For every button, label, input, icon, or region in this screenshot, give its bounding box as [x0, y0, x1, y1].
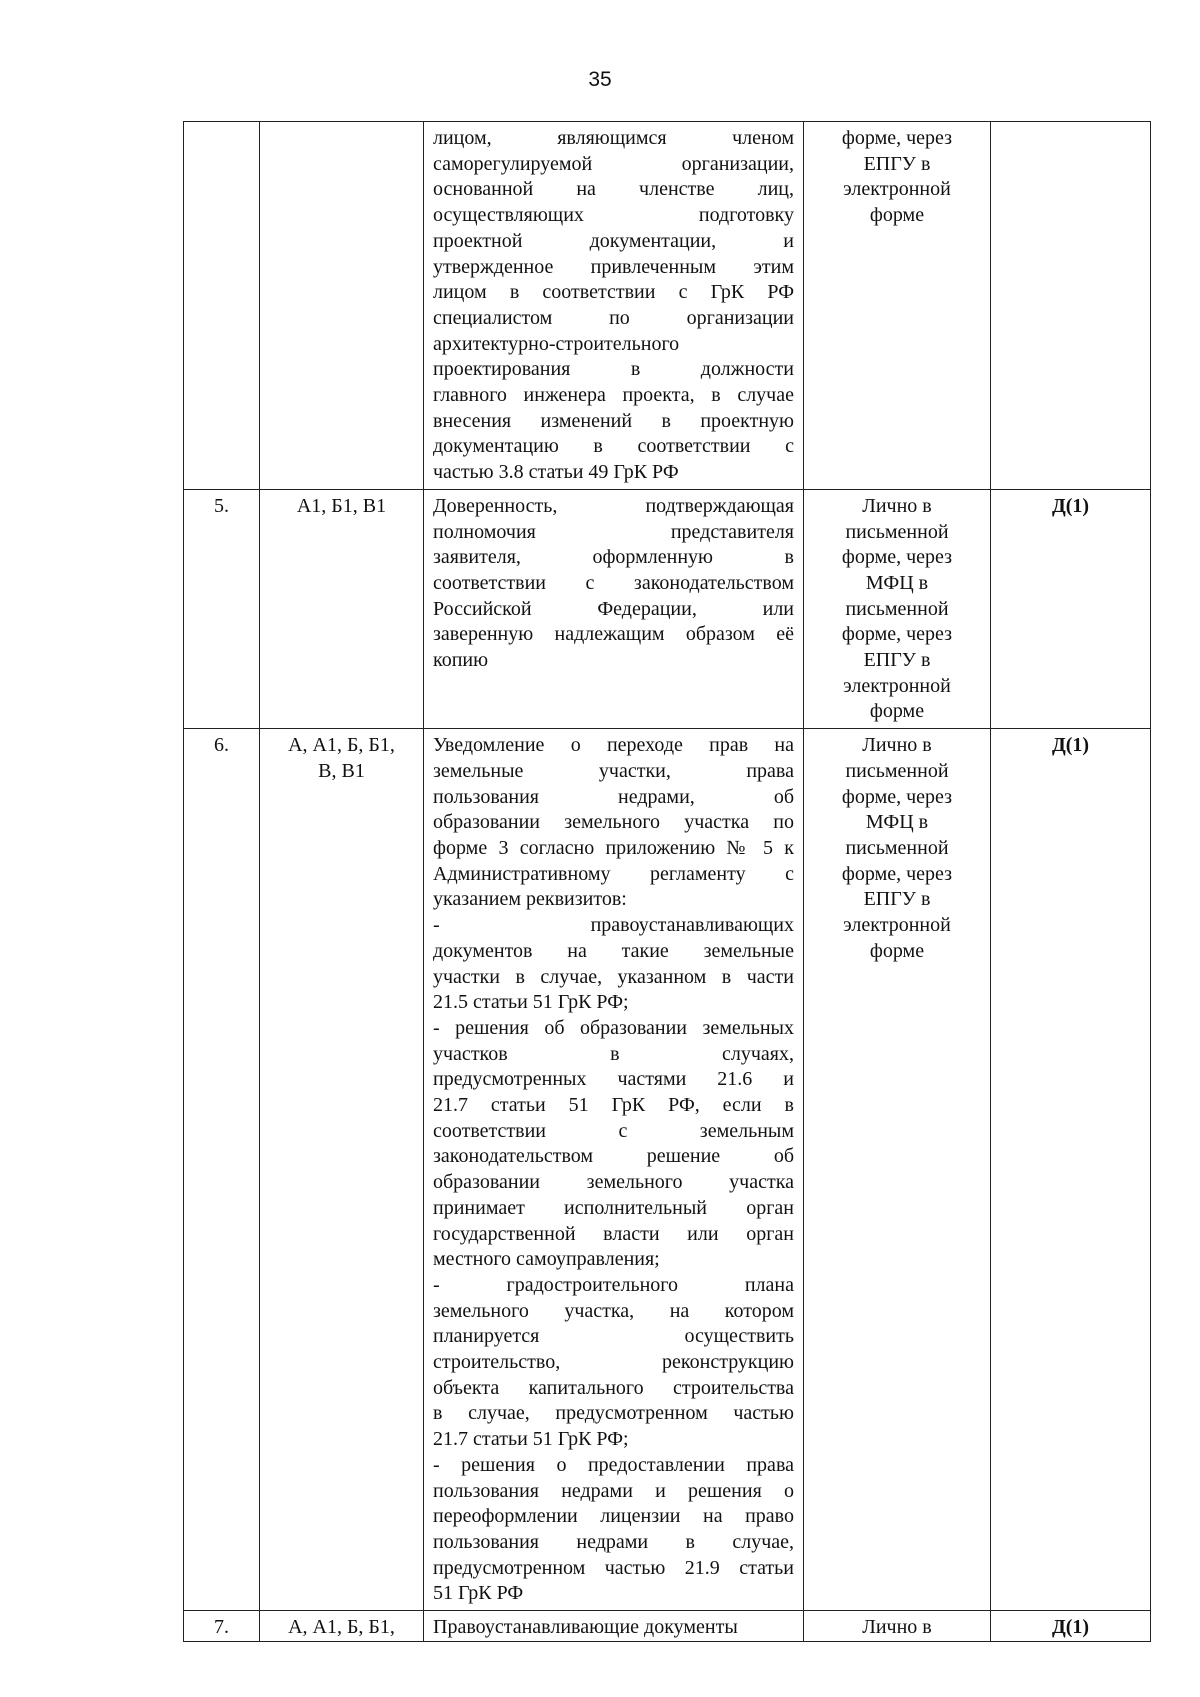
document-line: - правоустанавливающих: [433, 914, 794, 937]
document-line: лицом в соответствии с ГрК РФ: [433, 281, 794, 304]
document-line: 21.5 статьи 51 ГрК РФ;: [433, 991, 629, 1014]
submission-method-line: письменной: [845, 759, 949, 782]
submission-method-line: Лично в: [862, 1616, 932, 1639]
document-line: пользования недрами в случае,: [433, 1530, 794, 1553]
document-line: объекта капитального строительства: [433, 1376, 794, 1399]
submission-method-line: Лично в: [862, 734, 932, 757]
categories-cell: [260, 122, 424, 490]
submission-method-line: форме: [869, 204, 925, 227]
category-line: А, А1, Б, Б1,: [288, 734, 395, 757]
categories-cell: [260, 729, 424, 1611]
document-cell: [424, 489, 804, 728]
document-line: соответствии с земельным: [433, 1119, 794, 1142]
categories-cell: [260, 489, 424, 728]
document-line: Уведомление о переходе прав на: [433, 734, 794, 757]
document-cell: [424, 1611, 804, 1642]
submission-method-line: письменной: [845, 836, 949, 859]
document-line: пользования недрами, об: [433, 785, 794, 808]
document-line: Административному регламенту с: [433, 862, 794, 885]
document-line: внесения изменений в проектную: [433, 409, 794, 432]
row-number: 5.: [214, 494, 229, 517]
document-line: участков в случаях,: [433, 1042, 794, 1065]
document-line: участки в случае, указанном в части: [433, 965, 794, 988]
table-row: [184, 729, 1151, 1611]
document-line: проектирования в должности: [433, 358, 794, 381]
document-line: архитектурно-строительного: [433, 332, 680, 355]
document-line: Российской Федерации, или: [433, 597, 794, 620]
submission-method-line: электронной: [843, 914, 951, 937]
document-line: земельного участка, на котором: [433, 1299, 794, 1322]
submission-method-line: ЕПГУ в: [863, 649, 931, 672]
document-line: саморегулируемой организации,: [433, 152, 794, 175]
submission-method-line: форме, через: [841, 623, 953, 646]
document-line: лицом, являющимся членом: [433, 127, 794, 149]
document-line: Правоустанавливающие документы: [433, 1616, 738, 1639]
document-line: специалистом по организации: [433, 306, 794, 329]
document-line: форме 3 согласно приложению № 5 к: [433, 836, 794, 859]
submission-method-line: электронной: [843, 674, 951, 697]
document-line: указанием реквизитов:: [433, 888, 627, 911]
document-line: предусмотренном частью 21.9 статьи: [433, 1556, 794, 1579]
document-line: строительство, реконструкцию: [433, 1351, 794, 1374]
document-code-cell: [991, 122, 1151, 490]
document-line: земельные участки, права: [433, 759, 794, 782]
document-line: образовании земельного участка: [433, 1171, 794, 1194]
document-line: частью 3.8 статьи 49 ГрК РФ: [433, 461, 679, 484]
document-line: документов на такие земельные: [433, 939, 794, 962]
document-line: соответствии с законодательством: [433, 571, 794, 594]
row-number-cell: [184, 489, 260, 728]
document-line: 21.7 статьи 51 ГрК РФ;: [433, 1428, 629, 1451]
document-line: местного самоуправления;: [433, 1248, 660, 1271]
submission-method-line: форме: [869, 700, 925, 723]
document-line: переоформлении лицензии на право: [433, 1505, 794, 1528]
row-number: 7.: [214, 1616, 229, 1639]
category-line: А1, Б1, В1: [296, 494, 387, 517]
row-number: 6.: [214, 734, 229, 757]
document-line: - решения об образовании земельных: [433, 1016, 794, 1039]
document-line: предусмотренных частями 21.6 и: [433, 1068, 794, 1091]
submission-method-line: письменной: [845, 597, 949, 620]
submission-method-line: электронной: [843, 178, 951, 201]
document-line: 21.7 статьи 51 ГрК РФ, если в: [433, 1094, 794, 1117]
document-line: - градостроительного плана: [433, 1273, 794, 1296]
page-number: 35: [588, 68, 612, 91]
table-row: [184, 1611, 1151, 1642]
document-line: законодательством решение об: [433, 1145, 794, 1168]
submission-method-line: Лично в: [862, 494, 932, 517]
document-code: Д(1): [1051, 1616, 1090, 1639]
document-line: 51 ГрК РФ: [433, 1582, 524, 1605]
submission-method-cell: [804, 1611, 991, 1642]
submission-method-line: форме, через: [841, 785, 953, 808]
document-line: - решения о предоставлении права: [433, 1453, 794, 1476]
submission-method-line: форме, через: [841, 127, 953, 149]
document-line: образовании земельного участка по: [433, 811, 794, 834]
document-line: копию: [433, 649, 489, 672]
document-code: Д(1): [1051, 494, 1090, 517]
document-line: главного инженера проекта, в случае: [433, 384, 794, 407]
document-line: планируется осуществить: [433, 1325, 794, 1348]
submission-method-line: письменной: [845, 520, 949, 543]
row-number-cell: [184, 1611, 260, 1642]
submission-method-cell: [804, 122, 991, 490]
table-row: [184, 489, 1151, 728]
document-code-cell: [991, 489, 1151, 728]
document-code-cell: [991, 1611, 1151, 1642]
document-line: утвержденное привлеченным этим: [433, 255, 794, 278]
submission-method-line: форме, через: [841, 862, 953, 885]
submission-method-line: ЕПГУ в: [863, 888, 931, 911]
documents-table: [183, 121, 1151, 1642]
row-number-cell: [184, 729, 260, 1611]
category-line: В, В1: [318, 759, 365, 782]
submission-method-line: МФЦ в: [865, 571, 929, 594]
table-row: [184, 122, 1151, 490]
document-line: проектной документации, и: [433, 229, 794, 252]
submission-method-cell: [804, 489, 991, 728]
document-code: Д(1): [1051, 734, 1090, 757]
submission-method-line: форме: [869, 939, 925, 962]
document-cell: [424, 729, 804, 1611]
submission-method-cell: [804, 729, 991, 1611]
document-line: осуществляющих подготовку: [433, 204, 794, 227]
document-line: документацию в соответствии с: [433, 435, 794, 458]
document-line: основанной на членстве лиц,: [433, 178, 794, 201]
document-line: заверенную надлежащим образом её: [433, 623, 794, 646]
document-line: принимает исполнительный орган: [433, 1196, 794, 1219]
categories-cell: [260, 1611, 424, 1642]
submission-method-line: форме, через: [841, 546, 953, 569]
row-number-cell: [184, 122, 260, 490]
submission-method-line: ЕПГУ в: [863, 152, 931, 175]
document-cell: [424, 122, 804, 490]
document-line: государственной власти или орган: [433, 1222, 794, 1245]
document-line: в случае, предусмотренном частью: [433, 1402, 794, 1425]
document-line: Доверенность, подтверждающая: [433, 494, 794, 517]
submission-method-line: МФЦ в: [865, 811, 929, 834]
category-line: А, А1, Б, Б1,: [288, 1616, 395, 1639]
document-line: полномочия представителя: [433, 520, 794, 543]
document-code-cell: [991, 729, 1151, 1611]
document-line: пользования недрами и решения о: [433, 1479, 794, 1502]
document-line: заявителя, оформленную в: [433, 546, 794, 569]
